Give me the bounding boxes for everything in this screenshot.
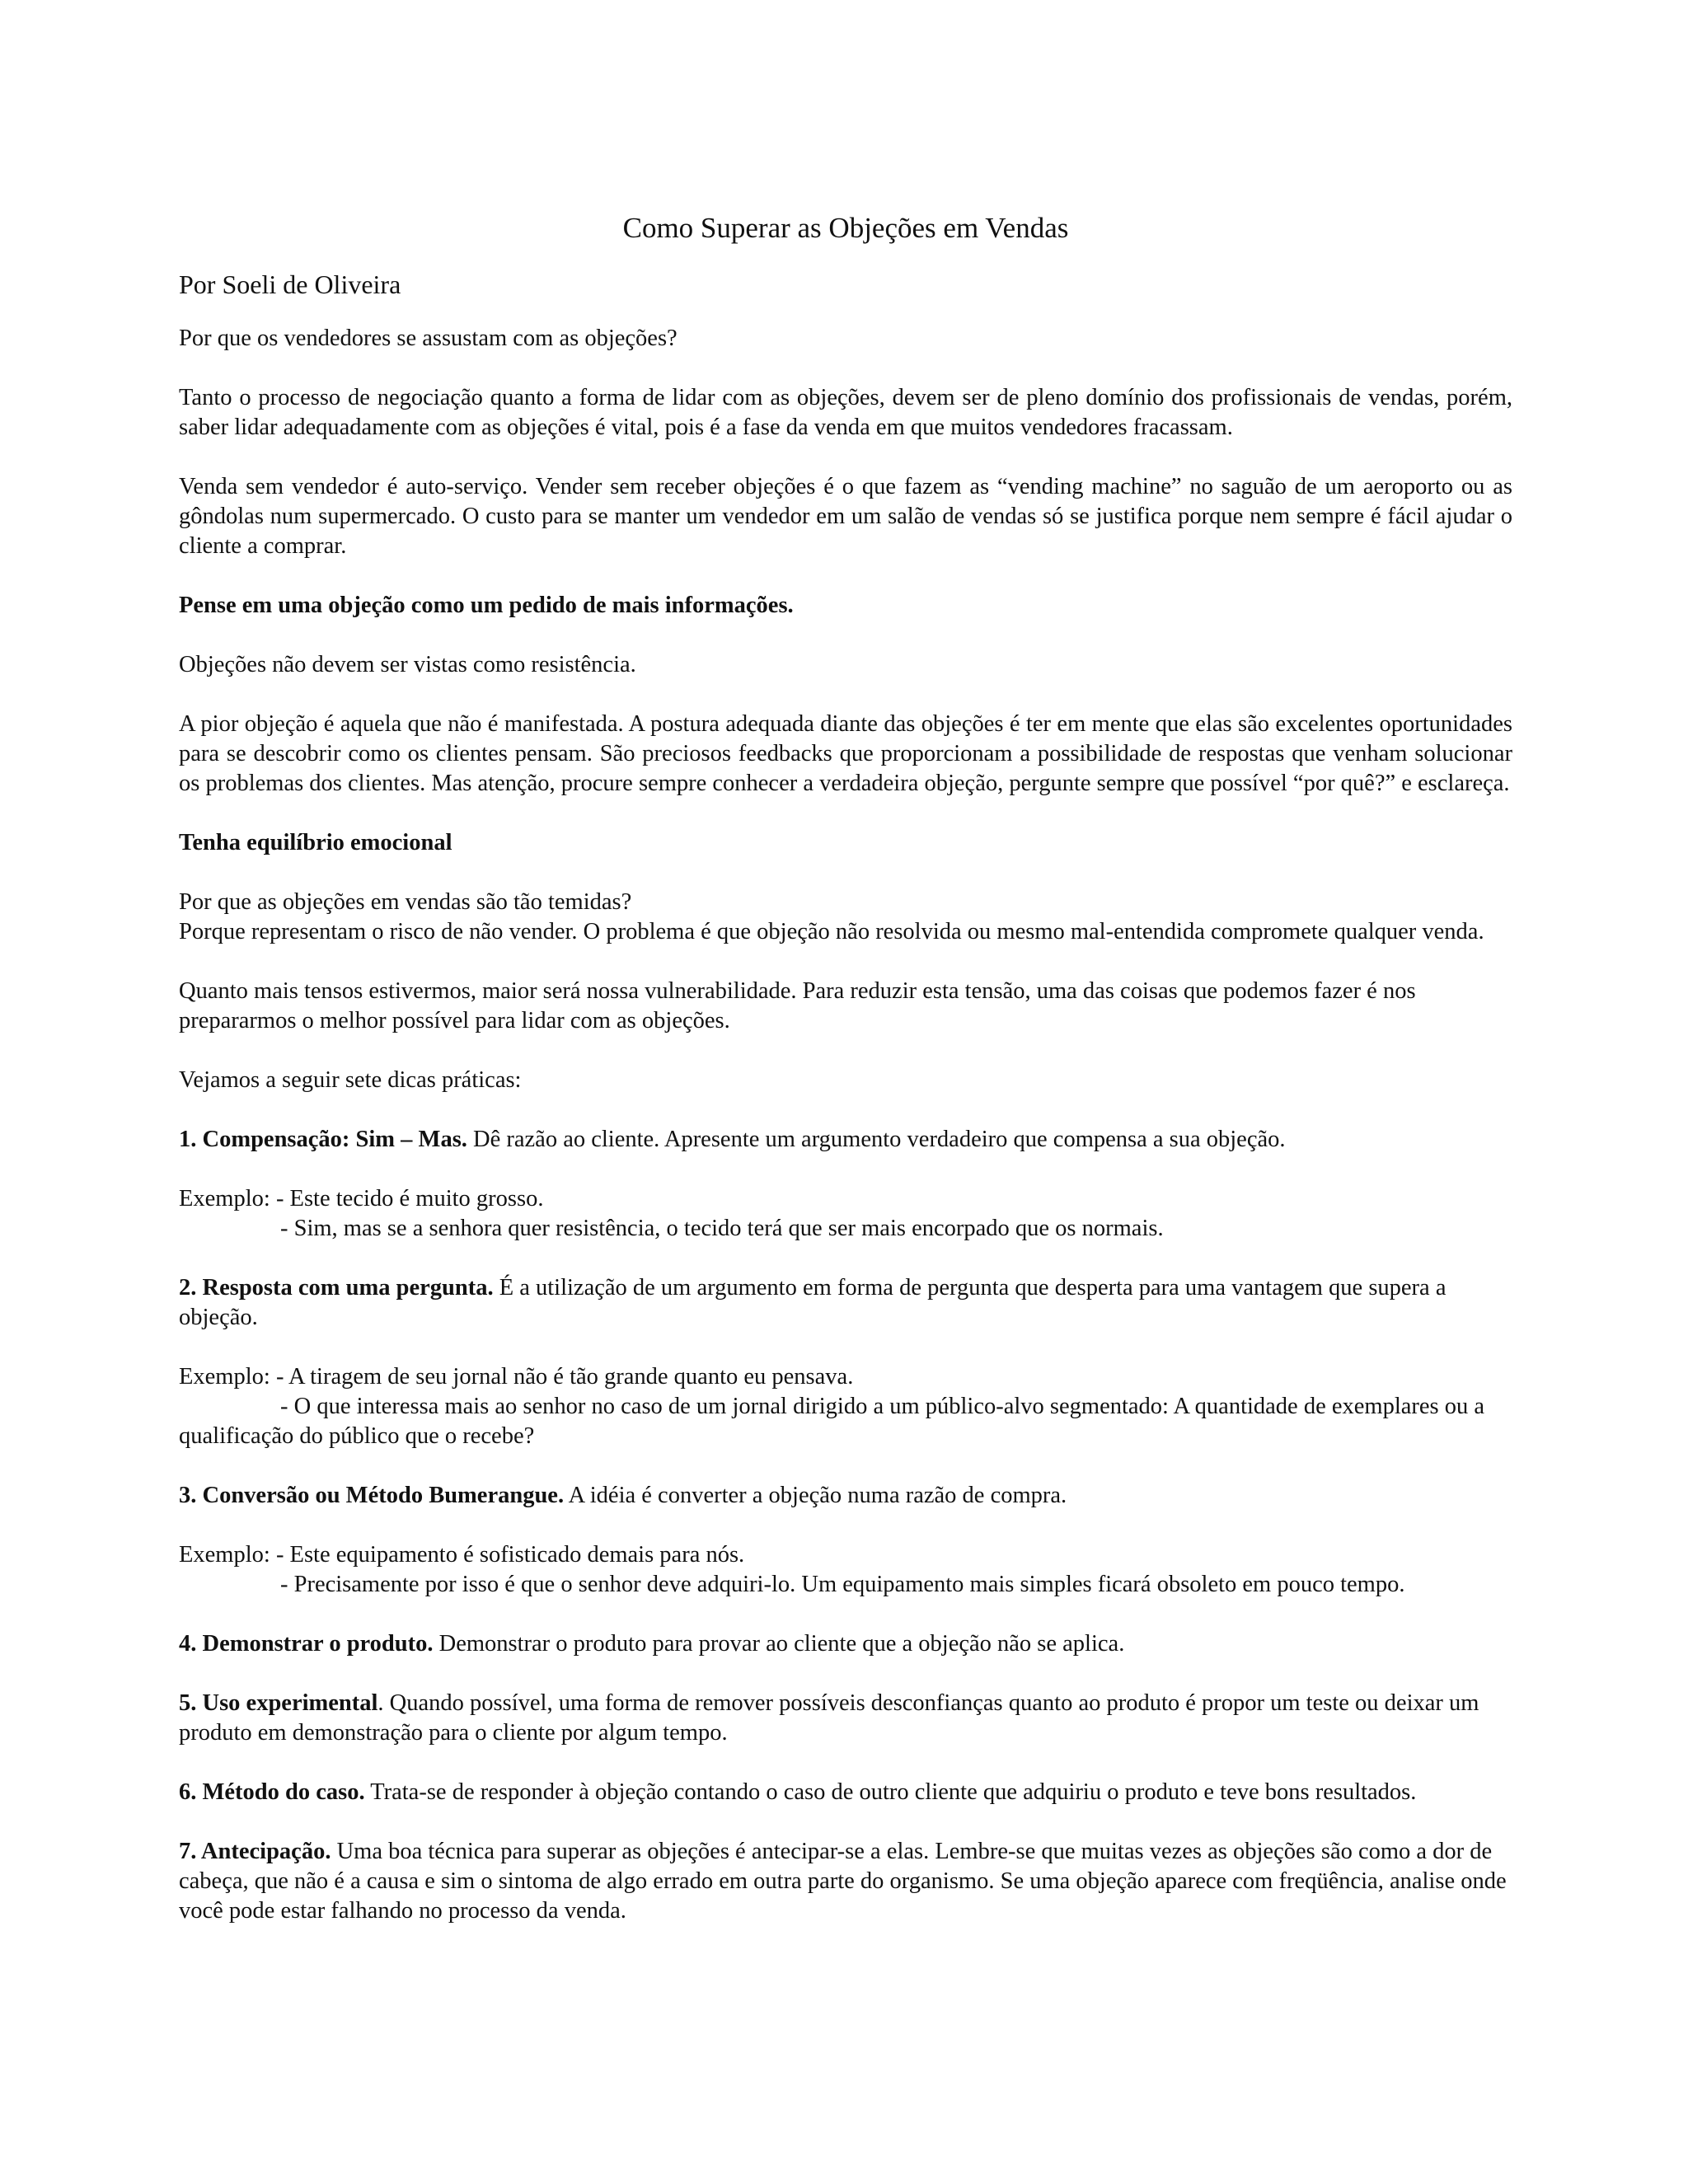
- tip-label: 3. Conversão ou Método Bumerangue.: [179, 1483, 565, 1508]
- tip-label: 7. Antecipação.: [179, 1839, 331, 1864]
- section-heading-information: Pense em uma objeção como um pedido de mais informações.: [179, 593, 794, 618]
- paragraph-negotiation: Tanto o processo de negociação quanto a forma de lidar com as objeções, devem ser de pleno domínio dos profissionais de vendas, porém, saber lidar adequadamente com as objeções é vital, pois é a fase da venda em que muitos vendedores fracassam.: [179, 385, 1512, 440]
- paragraph-tips-intro: Vejamos a seguir sete dicas práticas:: [179, 1067, 522, 1093]
- document-page: [179, 210, 1512, 1926]
- tip-label: 4. Demonstrar o produto.: [179, 1631, 434, 1657]
- example-line: Exemplo: - A tiragem de seu jornal não é tão grande quanto eu pensava.: [179, 1364, 854, 1390]
- tip-text: A idéia é converter a objeção numa razão de compra.: [564, 1483, 1067, 1508]
- tip-example: [179, 1362, 1512, 1451]
- example-response: - Sim, mas se a senhora quer resistência, o tecido terá que ser mais encorpado que os normais.: [280, 1216, 1164, 1241]
- example-line: Exemplo: - Este equipamento é sofisticado demais para nós.: [179, 1542, 745, 1568]
- tip-text: . Quando possível, uma forma de remover possíveis desconfianças quanto ao produto é propor um teste ou deixar um produto em demonstração para o cliente por algum tempo.: [179, 1690, 1479, 1746]
- tip-text: Trata-se de responder à objeção contando o caso de outro cliente que adquiriu o produto e teve bons resultados.: [364, 1779, 1417, 1805]
- paragraph-self-service: Venda sem vendedor é auto-serviço. Vender sem receber objeções é o que fazem as “vending machine” no saguão de um aeroporto ou as gôndolas num supermercado. O custo para se manter um vendedor em um salão de vendas só se justifica porque nem sempre é fácil ajudar o cliente a comprar.: [179, 474, 1512, 559]
- tip-item: [179, 1629, 1512, 1659]
- tip-item: [179, 1125, 1512, 1155]
- paragraph-feared-question: Por que as objeções em vendas são tão temidas?: [179, 889, 632, 915]
- paragraph-worst-objection: A pior objeção é aquela que não é manifestada. A postura adequada diante das objeções é ter em mente que elas são excelentes oportunidades para se descobrir como os clientes pensam. São preciosos feedbacks que proporcionam a possibilidade de respostas que venham solucionar os problemas dos clientes. Mas atenção, procure sempre conhecer a verdadeira objeção, pergunte sempre que possível “por quê?” e esclareça.: [179, 711, 1512, 796]
- tip-item: [179, 1481, 1512, 1511]
- tip-item: [179, 1273, 1512, 1333]
- tip-item: [179, 1837, 1512, 1926]
- tip-item: [179, 1689, 1512, 1748]
- tip-text: É a utilização de um argumento em forma de pergunta que desperta para uma vantagem que supera a objeção.: [179, 1275, 1447, 1330]
- example-response: - O que interessa mais ao senhor no caso de um jornal dirigido a um público-alvo segmentado: A quantidade de exemplares ou a qualificação do público que o recebe?: [179, 1394, 1485, 1449]
- paragraph-tension: Quanto mais tensos estivermos, maior será nossa vulnerabilidade. Para reduzir esta tensão, uma das coisas que podemos fazer é nos prepararmos o melhor possível para lidar com as objeções.: [179, 978, 1416, 1033]
- tip-text: Demonstrar o produto para provar ao cliente que a objeção não se aplica.: [433, 1631, 1125, 1657]
- paragraph-not-resistance: Objeções não devem ser vistas como resistência.: [179, 652, 636, 677]
- tip-label: 1. Compensação: Sim – Mas.: [179, 1127, 467, 1152]
- tip-item: [179, 1778, 1512, 1807]
- tip-label: 6. Método do caso.: [179, 1779, 365, 1805]
- tip-example: [179, 1540, 1512, 1600]
- section-heading-emotional: Tenha equilíbrio emocional: [179, 830, 452, 855]
- paragraph-feared-answer: Porque representam o risco de não vender. O problema é que objeção não resolvida ou mesmo mal-entendida compromete qualquer venda.: [179, 919, 1484, 944]
- tip-text: Uma boa técnica para superar as objeções é antecipar-se a elas. Lembre-se que muitas vezes as objeções são como a dor de cabeça, que não é a causa e sim o sintoma de algo errado em outra parte do organismo. Se uma objeção aparece com freqüência, analise onde você pode estar falhando no processo da venda.: [179, 1839, 1507, 1924]
- tip-label: 2. Resposta com uma pergunta.: [179, 1275, 494, 1301]
- intro-question: Por que os vendedores se assustam com as objeções?: [179, 326, 678, 351]
- document-title: Como Superar as Objeções em Vendas: [622, 212, 1069, 244]
- example-line: Exemplo: - Este tecido é muito grosso.: [179, 1186, 544, 1212]
- tip-text: Dê razão ao cliente. Apresente um argumento verdadeiro que compensa a sua objeção.: [467, 1127, 1286, 1152]
- document-author: Por Soeli de Oliveira: [179, 269, 401, 299]
- example-response: - Precisamente por isso é que o senhor deve adquiri-lo. Um equipamento mais simples ficará obsoleto em pouco tempo.: [280, 1572, 1405, 1597]
- tip-label: 5. Uso experimental: [179, 1690, 378, 1716]
- tip-example: [179, 1184, 1512, 1244]
